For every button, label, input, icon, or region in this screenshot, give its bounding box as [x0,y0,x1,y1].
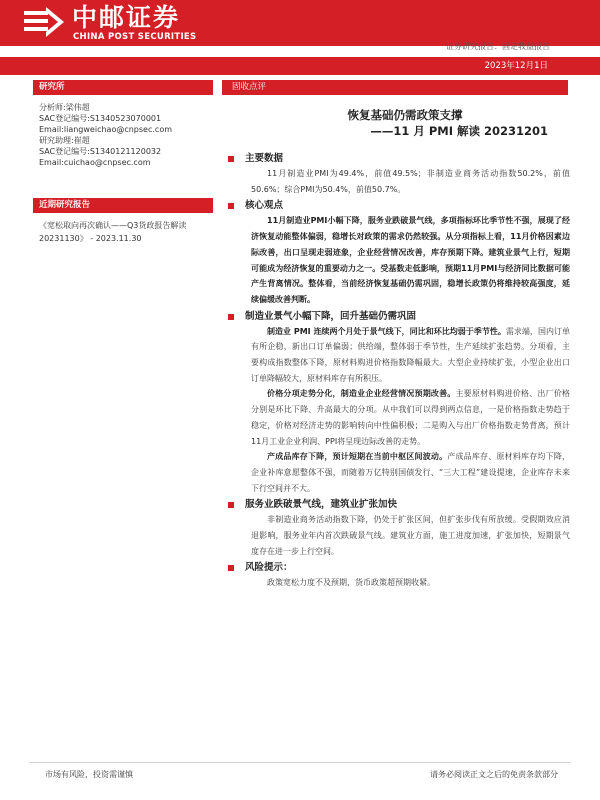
footer-disclaimer-left: 市场有风险，投资需谨慎 [45,770,133,779]
date-bar [0,57,600,75]
section-title: 主要数据 [245,153,284,164]
section-heading [234,152,570,166]
section-heading [234,199,570,213]
bullet-square-icon [228,203,234,209]
recent-reports-heading: 近期研究报告 [33,198,213,213]
section-heading [234,310,570,324]
core-view-paragraph: 11月制造业PMI小幅下降，服务业跌破景气线，多项指标环比季节性不强，展现了经济恢复动能整体偏弱，稳增长对政策的需求仍然较强。从分项指标上看，11月价格因素边际改善，出口呈现走弱迹象，企业经营情况改善，库存预期下降。建筑业景气上行，短期可能成为经济恢复的重要动力之一。受基数走低影响，预期11月PMI与经济同比数据可能产生背离情况。整体看，当前经济恢复基础仍需巩固，稳增长政策仍将维持较高强度，延续偏缓改善判断。 [251,216,570,304]
section-title: 核心观点 [245,200,284,212]
paragraph-rest: 主要原材料购进价格、出厂价格分别是环比下降、升高最大的分项。从中我们可以得到两点信息，一是价格指数走势趋于稳定，价格对经济走势的影响转向中性偏积极；二是购入与出厂价格指数走势背离，预计11月工业企业利润、PPI将呈现边际改善的走势。 [251,389,571,446]
section-title: 风险提示： [245,562,293,574]
header-banner [0,0,600,46]
service-paragraph: 非制造业商务活动指数下降，仍处于扩张区间，但扩张步伐有所放缓。受假期效应消退影响，服务业年内首次跌破景气线。建筑业方面，施工进度加速，扩张加快，短期景气度存在进一步上行空间。 [251,515,570,556]
section-title: 制造业景气小幅下降，回升基础仍需巩固 [245,310,417,322]
report-type: 证券研究报告：固定收益报告 [446,42,550,51]
footer-divider [30,762,570,763]
bullet-square-icon [228,565,234,571]
china-post-logo-icon [22,5,66,39]
report-date: 2023年12月1日 [484,61,548,71]
main-header [222,80,568,139]
manufacturing-paragraph-1 [251,324,570,387]
brand-name-en: CHINA POST SECURITIES [73,32,197,42]
report-title: 恢复基础仍需政策支撑 [347,108,463,122]
report-body [234,150,570,591]
footer-disclaimer-right: 请务必阅读正文之后的免责条款部分 [430,770,558,779]
recent-report-link[interactable]: 《宽松取向再次确认——Q3货政报告解读 20231130》 - 2023.11.30 [39,221,187,243]
sidebar [33,80,213,245]
category-tag: 固收点评 [222,80,568,95]
paragraph-rest: 产成品库存、原材料库存均下降，企业补库意愿整体不强，而随着万亿特别国债发行、“三大工程”建设提速，企业库存未来下行空间并不大。 [251,452,571,493]
section-heading [234,498,570,512]
analyst-name: 分析师:梁伟超 [39,103,90,112]
paragraph-lead: 制造业 PMI 连续两个月处于景气线下，同比和环比均弱于季节性。 [267,326,506,336]
main-data-paragraph: 11月制造业PMI为49.4%，前值49.5%；非制造业商务活动指数50.2%，前值50.6%；综合PMI为50.4%，前值50.7%。 [251,169,570,194]
paragraph-lead: 价格分项走势分化，制造业企业经营情况预期改善。 [267,389,456,399]
assistant-email[interactable]: Email:cuichao@cnpsec.com [39,158,151,167]
paragraph-rest: 需求端，国内订单有所企稳，新出口订单偏弱；供给端，整体弱于季节性，生产延续扩张趋势。分项看，主要构成指数整体下降，原材料购进价格指数降幅最大。大型企业持续扩张，小型企业出口订单降幅较大，原材料库存有所积压。 [251,326,570,383]
manufacturing-paragraph-2 [251,386,570,449]
bullet-square-icon [228,314,234,320]
researchers-heading: 研究所 [33,80,213,95]
risk-paragraph: 政策宽松力度不及预期，货币政策超预期收紧。 [267,578,435,588]
report-subtitle: ——11 月 PMI 解读 20231201 [370,124,548,138]
assistant-name: 研究助理:崔超 [39,136,90,145]
bullet-square-icon [228,156,234,162]
analyst-email[interactable]: Email:liangweichao@cnpsec.com [39,125,173,134]
section-heading [234,561,570,575]
paragraph-lead: 产成品库存下降，预计短期在当前中枢区间波动。 [267,452,448,462]
assistant-sac: SAC登记编号:S1340121120032 [39,147,162,156]
bullet-square-icon [228,502,234,508]
section-title: 服务业跌破景气线，建筑业扩张加快 [245,499,398,511]
brand-name-cn: 中邮证券 [72,3,181,32]
manufacturing-paragraph-3 [251,449,570,496]
analyst-sac: SAC登记编号:S1340523070001 [39,114,162,123]
